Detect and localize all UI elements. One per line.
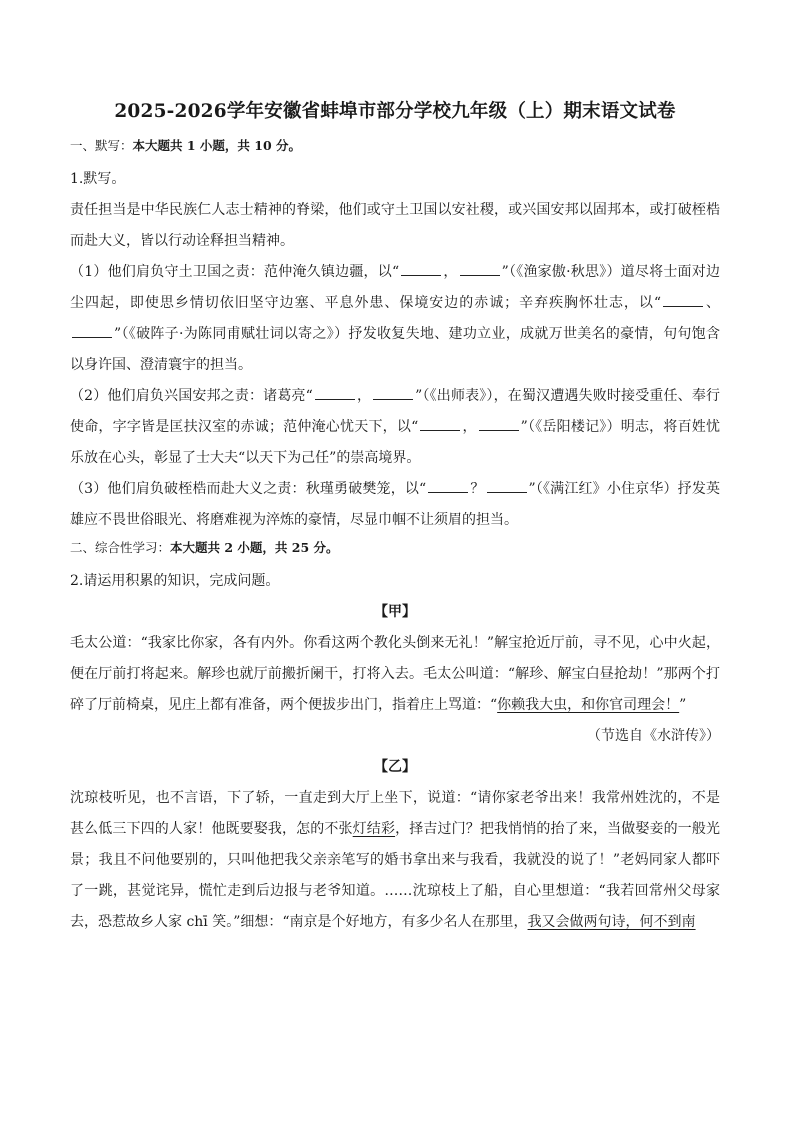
fill-blank[interactable] bbox=[487, 478, 527, 493]
fill-blank[interactable] bbox=[401, 261, 441, 276]
section-1-prefix: 一、默写： bbox=[70, 138, 133, 153]
q1-part3 bbox=[70, 474, 720, 536]
underlined-phrase: 灯结彩 bbox=[352, 821, 396, 837]
fill-blank[interactable] bbox=[663, 292, 703, 307]
q1-part2 bbox=[70, 381, 720, 474]
separator: ， bbox=[443, 264, 458, 280]
passage-jia bbox=[70, 628, 720, 721]
q1-part2-text-b: ”（《出师表》），在蜀汉遭遇失败时接受重任、奉行使命，字字皆是匡扶汉室的赤诚；范仲淹心忧天下，以“ bbox=[70, 388, 721, 435]
passage-yi-text-a: 沈琼枝听见，也不言语，下了轿，一直走到大厅上坐下，说道：“请你家老爷出来！我常州姓沈的，不是甚么低三下四的人家！他既要娶我，怎的不张 bbox=[70, 790, 720, 837]
underlined-sentence: 你赖我大虫，和你官司理会！ bbox=[497, 697, 680, 713]
page-title: 2025-2026学年安徽省蚌埠市部分学校九年级（上）期末语文试卷 bbox=[114, 101, 676, 122]
q1-intro: 责任担当是中华民族仁人志士精神的脊梁，他们或守土卫国以安社稷，或兴国安邦以固邦本，或打破桎梏而赴大义，皆以行动诠释担当精神。 bbox=[70, 202, 720, 249]
q1-part1-text-b: ”（《渔家傲·秋思》）道尽将士面对边尘四起，即使思乡情切依旧坚守边塞、平息外患、保境安边的赤诚；辛弃疾胸怀壮志，以“ bbox=[70, 264, 721, 311]
q1-part2-text-a: （2）他们肩负兴国安邦之责：诸葛亮“ bbox=[70, 388, 313, 404]
q1-part3-text-b: ”（《满江红》小住京华）抒发英雄应不畏世俗眼光、将磨难视为淬炼的豪情，尽显巾帼不让须眉的担当。 bbox=[70, 481, 720, 528]
passage-jia-source: （节选自《水浒传》） bbox=[587, 728, 720, 744]
passage-jia-label: 【甲】 bbox=[374, 604, 416, 620]
separator: ， bbox=[356, 388, 372, 404]
fill-blank[interactable] bbox=[420, 416, 460, 431]
section-2-prefix: 二、综合性学习： bbox=[70, 540, 171, 555]
exam-page bbox=[70, 100, 720, 938]
q1-part1-text-c: ”（《破阵子·为陈同甫赋壮词以寄之》）抒发收复失地、建功立业，成就万世美名的豪情，句句饱含以身许国、澄清寰宇的担当。 bbox=[70, 326, 720, 373]
section-1-info: 本大题共 1 小题，共 10 分。 bbox=[132, 138, 302, 153]
q1-part2-text-c: ”（《岳阳楼记》）明志，将百姓忧乐放在心头，彰显了士大夫“以天下为己任”的崇高境界。 bbox=[70, 419, 721, 466]
separator: ？ bbox=[470, 481, 485, 497]
q1-label: 1.默写。 bbox=[70, 171, 126, 187]
passage-yi-label: 【乙】 bbox=[374, 759, 416, 775]
q1-part1 bbox=[70, 257, 720, 381]
q1-part3-text-a: （3）他们肩负破桎梏而赴大义之责：秋瑾勇破樊笼，以“ bbox=[70, 481, 427, 497]
passage-yi-text-b: ，择吉过门？把我悄悄的抬了来，当做娶妾的一般光景；我且不问他要别的，只叫他把我父亲亲笔写的婚书拿出来与我看，我就没的说了！”老妈同家人都吓了一跳，甚觉诧异，慌忙走到后边报与老爷知道。……沈琼枝上了船，自心里想道：“我若回常州父母家去，恐惹故乡人家 chī 笑。”细想：“南京是个好地方，有多少名人在那里， bbox=[70, 821, 721, 930]
fill-blank[interactable] bbox=[72, 323, 112, 338]
section-2-header bbox=[70, 538, 720, 558]
fill-blank[interactable] bbox=[428, 478, 468, 493]
passage-yi bbox=[70, 783, 720, 938]
fill-blank[interactable] bbox=[479, 416, 519, 431]
fill-blank[interactable] bbox=[373, 385, 413, 400]
section-2-info: 本大题共 2 小题，共 25 分。 bbox=[170, 540, 339, 555]
separator: ， bbox=[462, 419, 477, 435]
section-1-header bbox=[70, 136, 720, 156]
separator: 、 bbox=[705, 295, 721, 311]
quote-close: ” bbox=[679, 697, 687, 713]
passage-jia-text: 毛太公道：“我家比你家，各有内外。你看这两个教化头倒来无礼！”解宝抢近厅前，寻不见，心中火起，便在厅前打将起来。解珍也就厅前搬折阑干，打将入去。毛太公叫道：“解珍、解宝白昼抢劫！”那两个打碎了厅前椅桌，见庄上都有准备，两个便拔步出门，指着庄上骂道：“ bbox=[70, 635, 720, 713]
q1-part1-text-a: （1）他们肩负守土卫国之责：范仲淹久镇边疆，以“ bbox=[70, 264, 400, 280]
underlined-sentence: 我又会做两句诗，何不到南 bbox=[527, 914, 696, 930]
fill-blank[interactable] bbox=[460, 261, 500, 276]
q2-label: 2.请运用积累的知识，完成问题。 bbox=[70, 573, 280, 589]
fill-blank[interactable] bbox=[315, 385, 355, 400]
